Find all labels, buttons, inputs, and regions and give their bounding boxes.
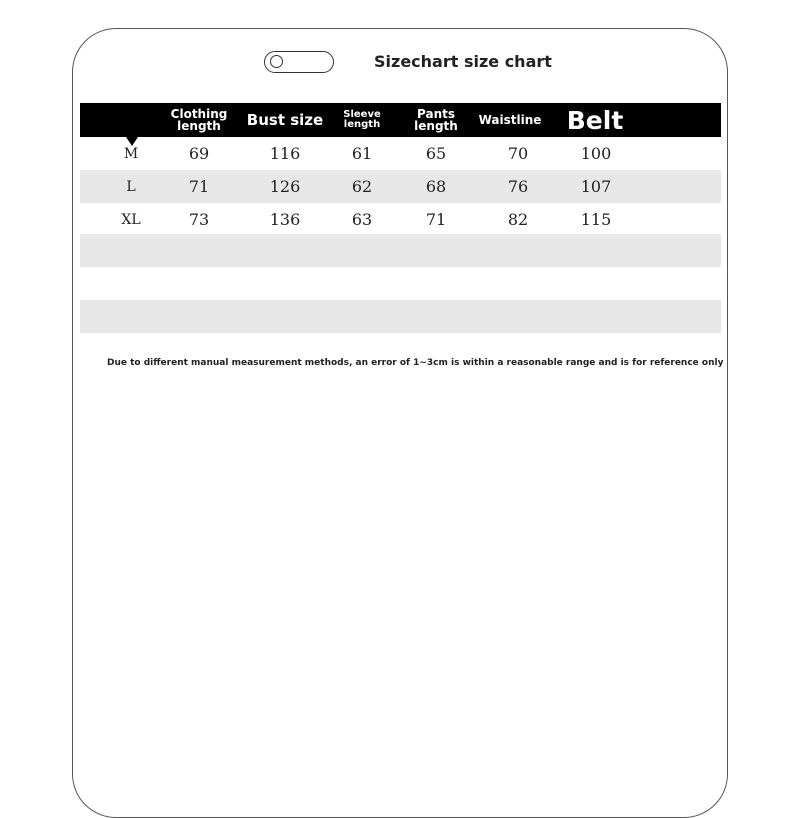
cell-bust-size: 136: [269, 210, 301, 229]
cell-bust-size: 116: [269, 144, 301, 163]
header-sleeve-length-line1: Sleeve: [343, 109, 381, 120]
header-clothing-length-line1: Clothing: [170, 107, 228, 121]
cell-sleeve-length: 63: [351, 210, 373, 229]
table-row: [80, 137, 721, 170]
chart-title: Sizechart size chart: [374, 52, 552, 71]
cell-waistline: 70: [507, 144, 529, 163]
cell-sleeve-length: 61: [351, 144, 373, 163]
empty-table-row: [80, 234, 721, 267]
header-belt: Belt: [566, 105, 624, 135]
cell-belt: 100: [580, 144, 612, 163]
table-header: [80, 103, 721, 137]
cell-sleeve-length: 62: [351, 177, 373, 196]
cell-bust-size: 126: [269, 177, 301, 196]
header-pants-length-line2: length: [414, 119, 458, 133]
header-bust-size: Bust size: [246, 110, 324, 129]
cell-waistline: 76: [507, 177, 529, 196]
empty-table-row: [80, 300, 721, 333]
header-pants-length: [414, 103, 458, 137]
cell-belt: 115: [580, 210, 612, 229]
header-waistline: Waistline: [478, 113, 542, 127]
measurement-note: Due to different manual measurement methods, an error of 1~3cm is within a reasonable range and is for reference only: [107, 358, 724, 368]
cell-waistline: 82: [507, 210, 529, 229]
empty-table-row: [80, 267, 721, 300]
table-row: [80, 170, 721, 203]
cell-clothing-length: 73: [188, 210, 210, 229]
header-clothing-length: [171, 103, 228, 137]
cell-pants-length: 65: [425, 144, 447, 163]
cell-pants-length: 71: [425, 210, 447, 229]
cell-belt: 107: [580, 177, 612, 196]
hole-circle-icon: [270, 55, 283, 68]
cell-size: XL: [121, 211, 141, 228]
hang-hole-icon: [264, 51, 334, 73]
cell-pants-length: 68: [425, 177, 447, 196]
cell-clothing-length: 69: [188, 144, 210, 163]
cell-clothing-length: 71: [188, 177, 210, 196]
header-sleeve-length-line2: length: [343, 119, 381, 130]
cell-size: L: [126, 178, 136, 195]
cell-size: M: [123, 145, 139, 162]
header-sleeve-length: [343, 103, 381, 137]
table-row: [80, 203, 721, 236]
header-pants-length-line1: Pants: [416, 107, 455, 121]
header-clothing-length-line2: length: [177, 119, 221, 133]
